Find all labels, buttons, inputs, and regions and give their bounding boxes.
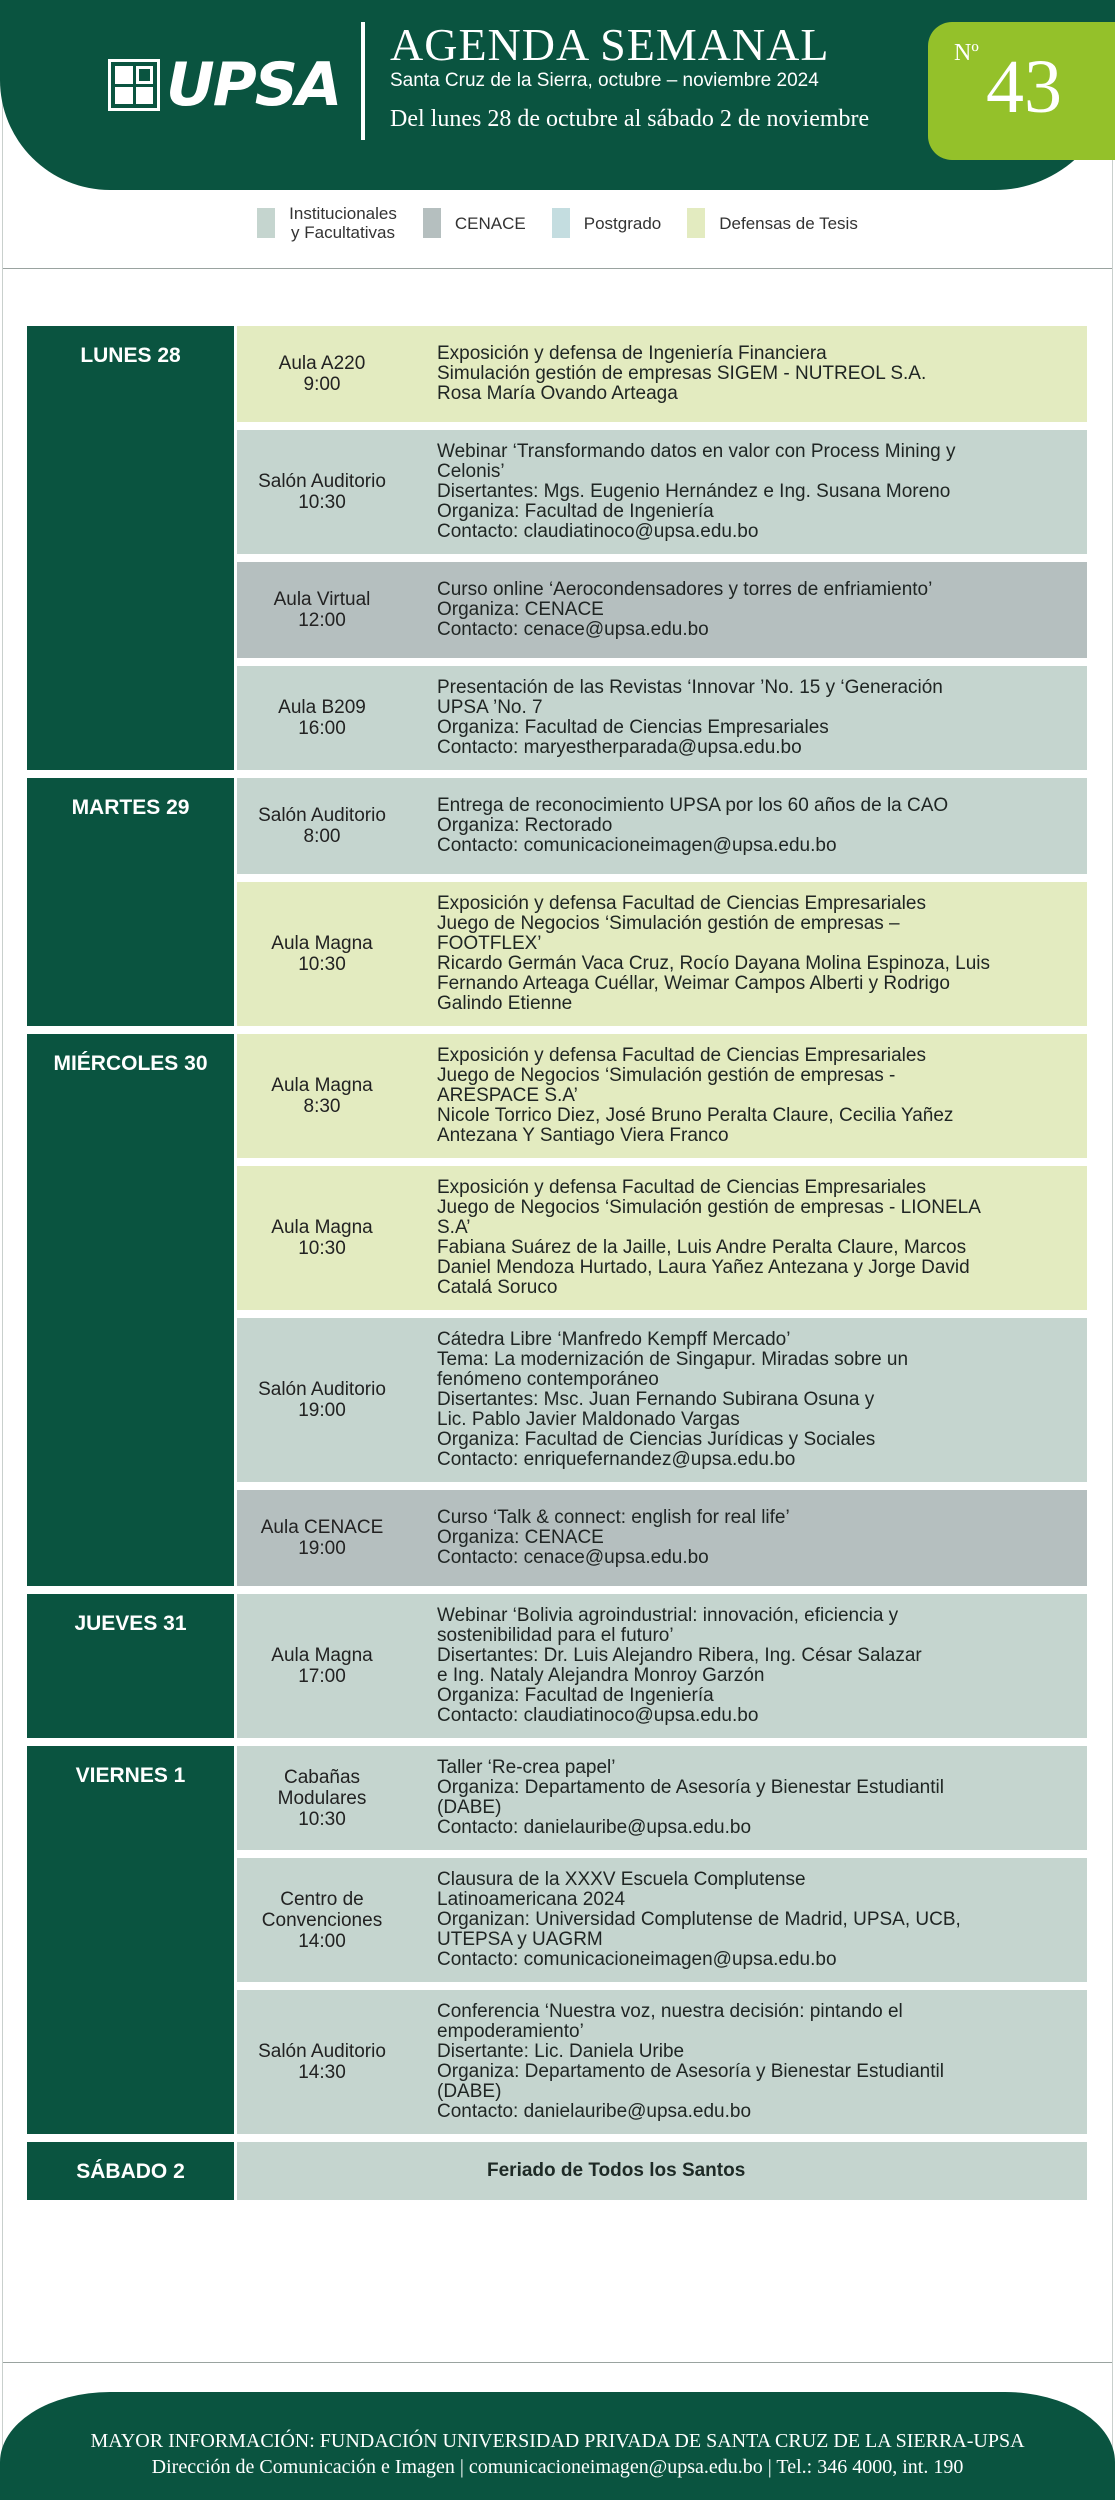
header-divider: [361, 22, 365, 140]
event-line: Organiza: CENACE: [437, 599, 604, 620]
page-subtitle: Santa Cruz de la Sierra, octubre – noviembre 2024: [390, 70, 819, 91]
header: [0, 0, 1115, 190]
legend-divider: [3, 268, 1112, 269]
day-block: [27, 1594, 1087, 1738]
issue-badge: [928, 22, 1115, 160]
event-line: Organiza: Departamento de Asesoría y Bienestar Estudiantil (DABE): [437, 1777, 944, 1818]
day-label: LUNES 28: [27, 326, 234, 770]
legend-label: CENACE: [454, 213, 526, 233]
legend-label: Defensas de Tesis: [719, 213, 858, 233]
event-place-time: Aula Virtual 12:00: [273, 589, 371, 631]
contact-email-link[interactable]: Contacto: comunicacioneimagen@upsa.edu.bo: [437, 1949, 837, 1970]
event-row: [237, 778, 1087, 874]
event-line: Entrega de reconocimiento UPSA por los 60 años de la CAO: [437, 795, 949, 816]
footer-divider: [3, 2362, 1112, 2363]
event-description: [407, 1606, 1087, 1726]
day-label: SÁBADO 2: [27, 2142, 234, 2200]
event-description: [407, 1178, 1087, 1298]
day-block: [27, 326, 1087, 770]
event-line: Organiza: Departamento de Asesoría y Bienestar Estudiantil (DABE): [437, 2061, 944, 2102]
event-line: Exposición y defensa Facultad de Ciencias Empresariales: [437, 1045, 926, 1066]
event-line: Exposición y defensa Facultad de Ciencias Empresariales: [437, 1177, 926, 1198]
page-title: AGENDA SEMANAL: [390, 19, 830, 70]
event-description: [407, 1870, 1087, 1970]
event-line: Organiza: CENACE: [437, 1527, 604, 1548]
legend-swatch: [552, 208, 570, 238]
event-place-time: Salón Auditorio 19:00: [258, 1379, 386, 1421]
event-description: [407, 344, 1087, 404]
event-place-time: Aula Magna 17:00: [271, 1645, 373, 1687]
event-line: Webinar ‘Bolivia agroindustrial: innovación, eficiencia y sostenibilidad para el futuro’: [437, 1605, 899, 1646]
event-row: [237, 1490, 1087, 1586]
event-place-time: Salón Auditorio 8:00: [258, 805, 386, 847]
contact-email-link[interactable]: Contacto: claudiatinoco@upsa.edu.bo: [437, 1705, 759, 1726]
event-place-time: Aula Magna 10:30: [271, 1217, 373, 1259]
legend-swatch: [423, 208, 441, 238]
contact-email-link[interactable]: Contacto: enriquefernandez@upsa.edu.bo: [437, 1449, 796, 1470]
event-row: [237, 562, 1087, 658]
contact-email-link[interactable]: Contacto: comunicacioneimagen@upsa.edu.bo: [437, 835, 837, 856]
event-line: Exposición y defensa de Ingeniería Financiera: [437, 343, 827, 364]
event-description: [407, 894, 1087, 1014]
event-line: Curso online ‘Aerocondensadores y torres de enfriamiento’: [437, 579, 933, 600]
event-description: [407, 1046, 1087, 1146]
event-description: [407, 796, 1087, 856]
legend-swatch: [257, 208, 275, 238]
event-row: [237, 1990, 1087, 2134]
event-row: [237, 326, 1087, 422]
day-events: [234, 1594, 1087, 1738]
issue-number: 43: [986, 45, 1062, 129]
day-label: MARTES 29: [27, 778, 234, 1026]
day-block: [27, 2142, 1087, 2200]
legend-item: [687, 204, 858, 242]
event-line: Rosa María Ovando Arteaga: [437, 383, 678, 404]
event-line: Clausura de la XXXV Escuela Complutense Latinoamericana 2024: [437, 1869, 806, 1910]
event-line: Curso ‘Talk & connect: english for real life’: [437, 1507, 790, 1528]
day-block: [27, 1746, 1087, 2134]
event-line: Organiza: Facultad de Ciencias Empresariales: [437, 717, 829, 738]
contact-email-link[interactable]: Contacto: danielauribe@upsa.edu.bo: [437, 1817, 752, 1838]
event-line: Simulación gestión de empresas SIGEM - NUTREOL S.A.: [437, 363, 927, 384]
legend: [0, 204, 1115, 242]
contact-email-link[interactable]: Contacto: danielauribe@upsa.edu.bo: [437, 2101, 752, 2122]
legend-item: [423, 204, 526, 242]
event-line: Organiza: Facultad de Ingeniería: [437, 501, 714, 522]
event-place-time: Aula CENACE 19:00: [260, 1517, 384, 1559]
event-row: [237, 1034, 1087, 1158]
event-description: [407, 1330, 1087, 1470]
event-line: Taller ‘Re-crea papel’: [437, 1757, 616, 1778]
event-line: Juego de Negocios ‘Simulación gestión de empresas – FOOTFLEX’: [437, 913, 900, 954]
agenda: [27, 326, 1087, 2208]
contact-email-link[interactable]: Contacto: cenace@upsa.edu.bo: [437, 619, 709, 640]
event-description: [407, 678, 1087, 758]
event-description: [407, 2002, 1087, 2122]
event-row: [237, 1318, 1087, 1482]
event-row: [237, 1858, 1087, 1982]
event-description: [407, 580, 1087, 640]
event-line: Disertante: Lic. Daniela Uribe: [437, 2041, 685, 2062]
event-line: Nicole Torrico Diez, José Bruno Peralta Claure, Cecilia Yañez Antezana Y Santiago Viera Franco: [437, 1105, 954, 1146]
event-line: Tema: La modernización de Singapur. Miradas sobre un fenómeno contemporáneo: [437, 1349, 909, 1390]
event-row: [237, 882, 1087, 1026]
event-row: [237, 1166, 1087, 1310]
event-line: Cátedra Libre ‘Manfredo Kempff Mercado’: [437, 1329, 791, 1350]
event-description: [407, 1758, 1087, 1838]
event-line: Organizan: Universidad Complutense de Madrid, UPSA, UCB, UTEPSA y UAGRM: [437, 1909, 961, 1950]
event-line: Disertantes: Dr. Luis Alejandro Ribera, Ing. César Salazar e Ing. Nataly Alejandra Monroy Garzón: [437, 1645, 922, 1686]
event-line: Presentación de las Revistas ‘Innovar ’No. 15 y ‘Generación UPSA ’No. 7: [437, 677, 943, 718]
event-line: Conferencia ‘Nuestra voz, nuestra decisión: pintando el empoderamiento’: [437, 2001, 903, 2042]
event-place-time: Aula Magna 8:30: [271, 1075, 373, 1117]
upsa-logo: [108, 50, 340, 120]
footer-contact: Dirección de Comunicación e Imagen | comunicacioneimagen@upsa.edu.bo | Tel.: 346 4000, int. 190: [151, 2456, 964, 2478]
event-line: Exposición y defensa Facultad de Ciencias Empresariales: [437, 893, 926, 914]
legend-item: [552, 204, 662, 242]
event-line: Disertantes: Mgs. Eugenio Hernández e Ing. Susana Moreno: [437, 481, 951, 502]
issue-label: Nº: [954, 40, 979, 66]
event-line: Organiza: Rectorado: [437, 815, 613, 836]
contact-email-link[interactable]: Contacto: claudiatinoco@upsa.edu.bo: [437, 521, 759, 542]
event-row: [237, 430, 1087, 554]
logo-mark-icon: [108, 59, 160, 111]
event-place-time: Salón Auditorio 14:30: [258, 2041, 386, 2083]
event-place-time: Aula B209 16:00: [278, 697, 366, 739]
event-place-time: Aula A220 9:00: [278, 353, 366, 395]
event-line: Juego de Negocios ‘Simulación gestión de empresas - LIONELA S.A’: [437, 1197, 981, 1238]
event-line: Ricardo Germán Vaca Cruz, Rocío Dayana Molina Espinoza, Luis Fernando Arteaga Cuéllar, Weimar Campos Alberti y Rodrigo Galindo Etienne: [437, 953, 991, 1014]
event-row: [237, 1746, 1087, 1850]
day-events: [234, 778, 1087, 1026]
day-events: [234, 1034, 1087, 1586]
event-row: [237, 1594, 1087, 1738]
event-line: Organiza: Facultad de Ingeniería: [437, 1685, 714, 1706]
event-line: Webinar ‘Transformando datos en valor con Process Mining y Celonis’: [437, 441, 956, 482]
legend-label: Institucionales y Facultativas: [289, 204, 397, 242]
event-description: [407, 1508, 1087, 1568]
legend-item: [257, 204, 397, 242]
event-description: [407, 442, 1087, 542]
legend-swatch: [687, 208, 705, 238]
day-events: [234, 1746, 1087, 2134]
event-line: Juego de Negocios ‘Simulación gestión de empresas - ARESPACE S.A’: [437, 1065, 896, 1106]
footer-info: MAYOR INFORMACIÓN: FUNDACIÓN UNIVERSIDAD PRIVADA DE SANTA CRUZ DE LA SIERRA-UPSA: [90, 2430, 1025, 2452]
day-label: MIÉRCOLES 30: [27, 1034, 234, 1586]
logo-text: UPSA: [166, 50, 341, 120]
event-place-time: Centro de Convenciones 14:00: [261, 1888, 383, 1952]
day-block: [27, 1034, 1087, 1586]
footer: [0, 2392, 1115, 2500]
day-label: JUEVES 31: [27, 1594, 234, 1738]
holiday-row: [237, 2142, 1087, 2200]
contact-email-link[interactable]: Contacto: cenace@upsa.edu.bo: [437, 1547, 709, 1568]
event-row: [237, 666, 1087, 770]
event-line: Organiza: Facultad de Ciencias Jurídicas y Sociales: [437, 1429, 876, 1450]
day-events: [234, 2142, 1087, 2200]
day-events: [234, 326, 1087, 770]
day-label: VIERNES 1: [27, 1746, 234, 2134]
event-line: Disertantes: Msc. Juan Fernando Subirana Osuna y Lic. Pablo Javier Maldonado Vargas: [437, 1389, 875, 1430]
legend-label: Postgrado: [583, 213, 662, 233]
event-line: Fabiana Suárez de la Jaille, Luis Andre Peralta Claure, Marcos Daniel Mendoza Hurtado, Laura Yañez Antezana y Jorge David Catalá Soruco: [437, 1237, 970, 1298]
date-range: Del lunes 28 de octubre al sábado 2 de noviembre: [390, 106, 870, 132]
day-block: [27, 778, 1087, 1026]
event-place-time: Cabañas Modulares 10:30: [277, 1766, 367, 1830]
event-place-time: Aula Magna 10:30: [271, 933, 373, 975]
holiday-text: Feriado de Todos los Santos: [487, 2160, 746, 2181]
event-place-time: Salón Auditorio 10:30: [258, 471, 386, 513]
contact-email-link[interactable]: Contacto: maryestherparada@upsa.edu.bo: [437, 737, 802, 758]
